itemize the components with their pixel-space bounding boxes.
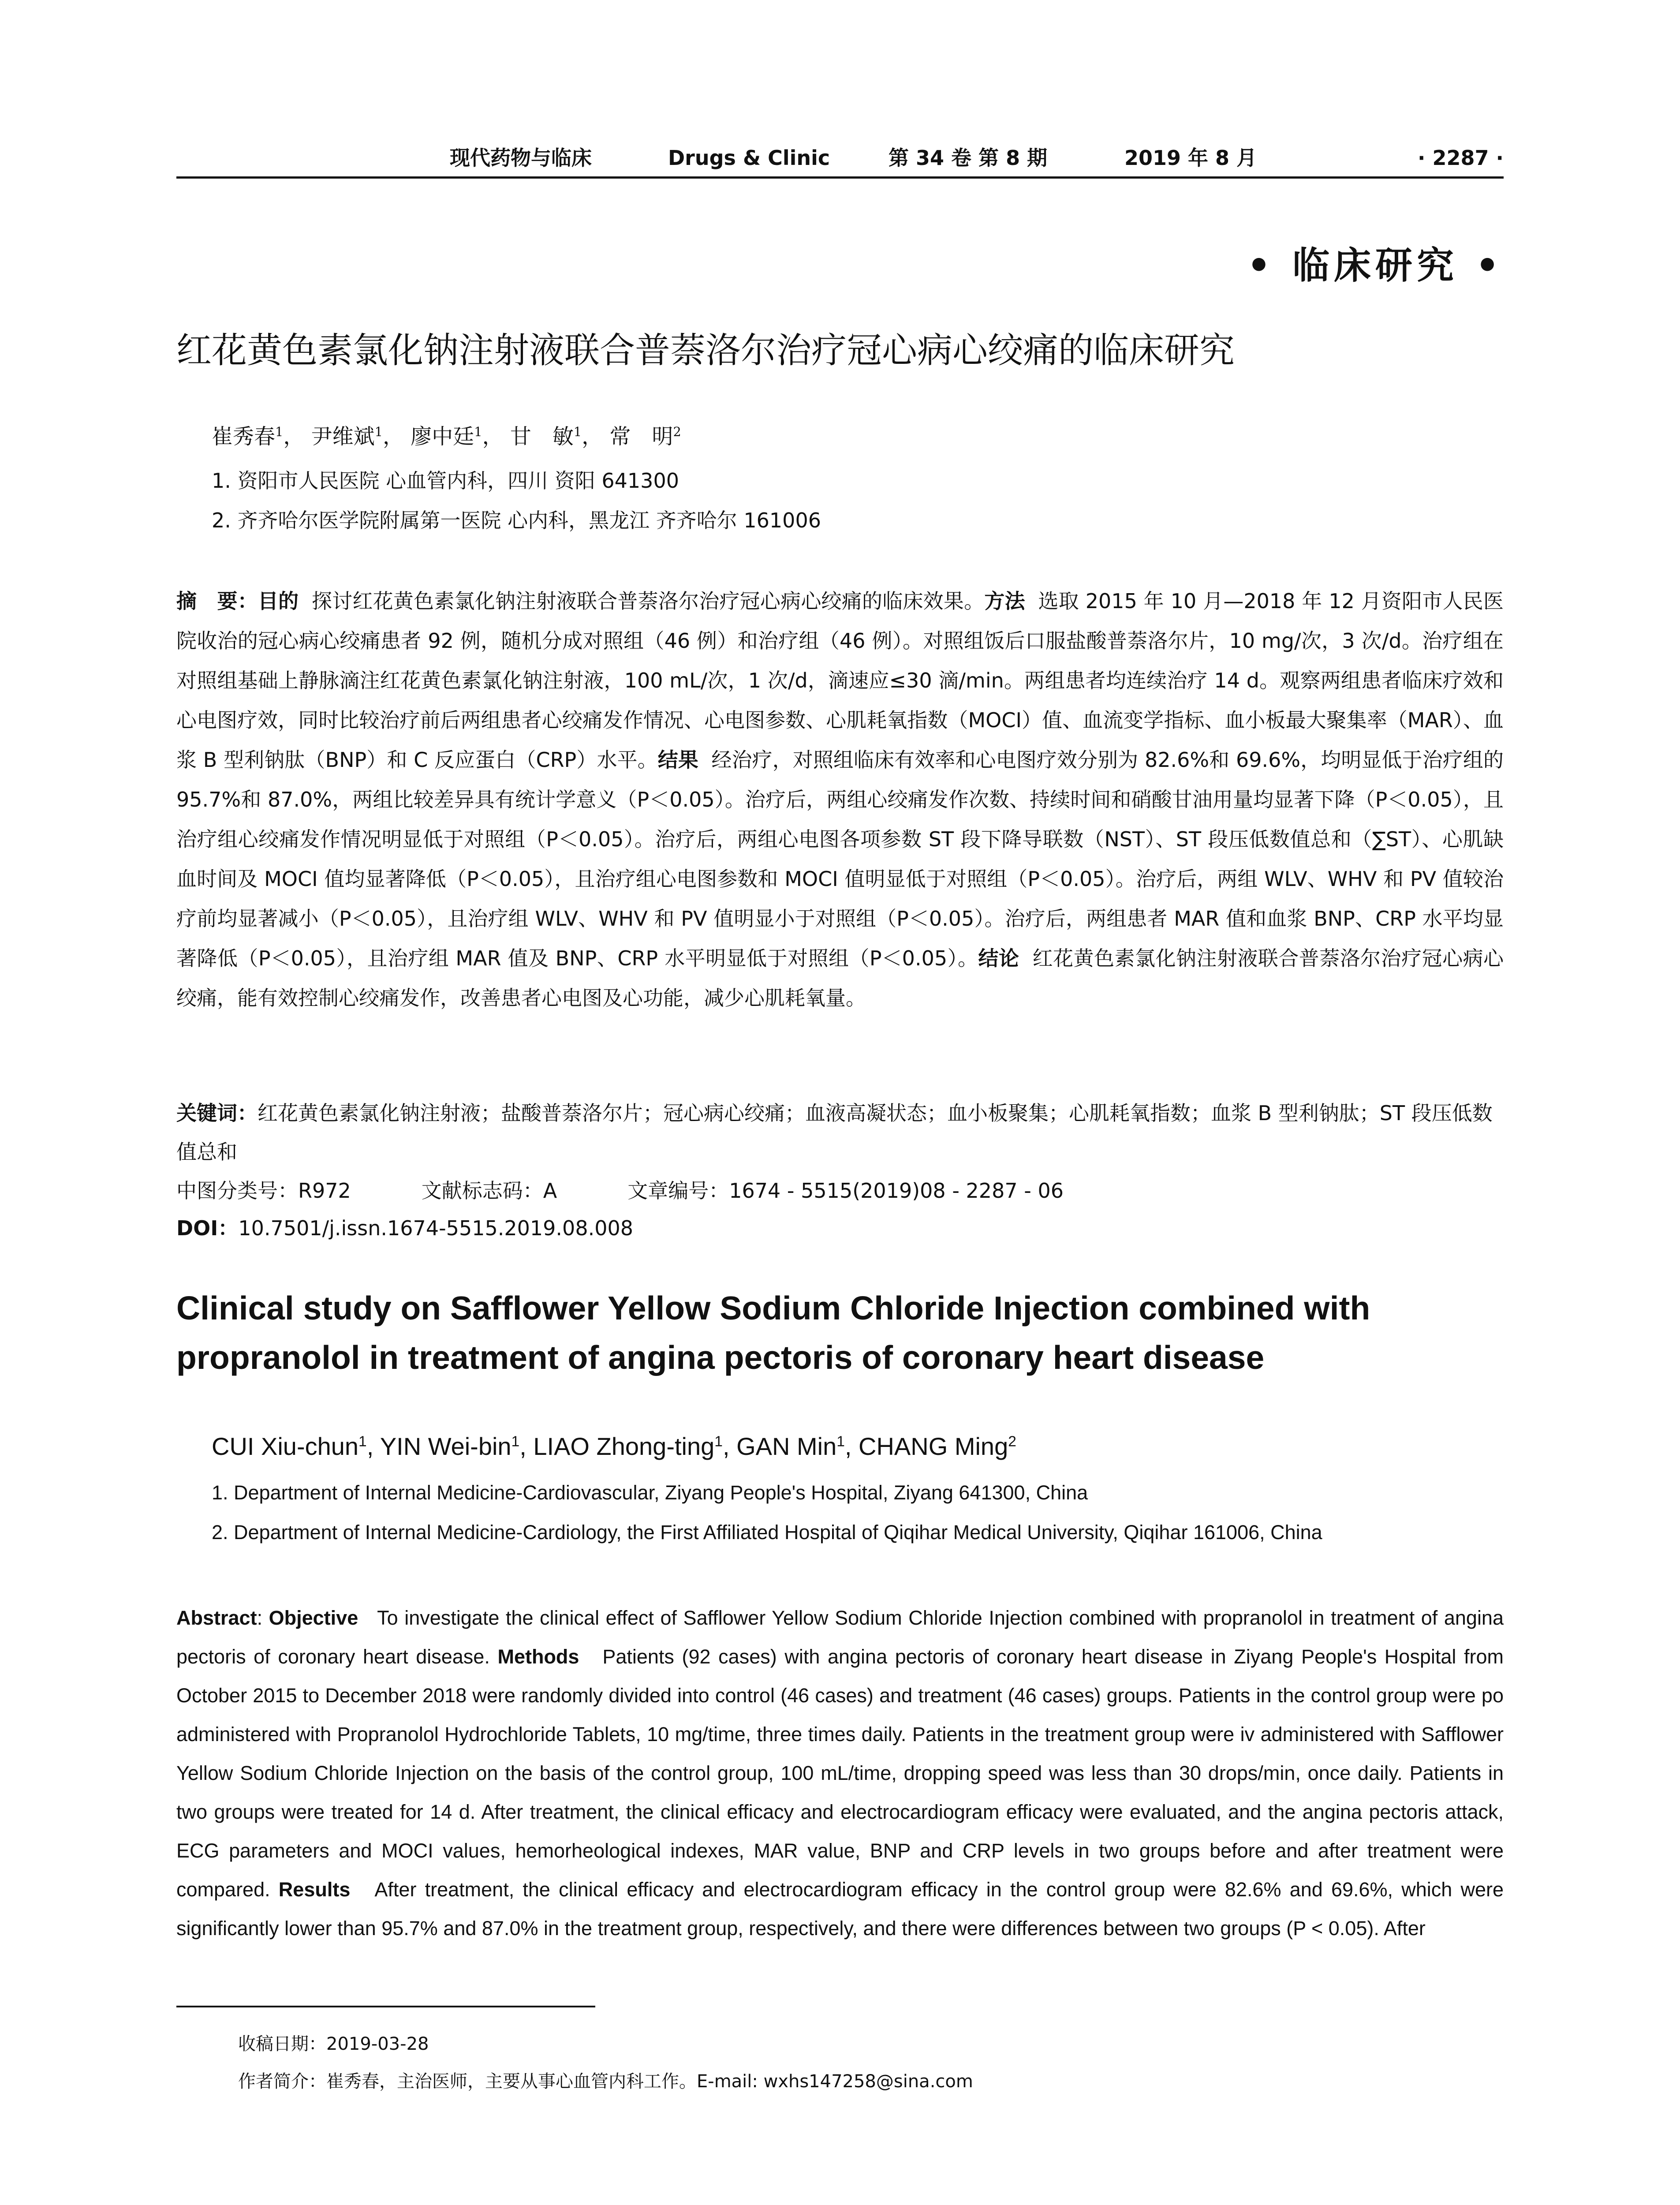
issue-date: 2019 年 8 月	[1124, 146, 1257, 170]
conclusion-label: 结论	[978, 946, 1019, 970]
author-name: 廖中廷	[411, 424, 474, 449]
keywords-text: 红花黄色素氯化钠注射液；盐酸普萘洛尔片；冠心病心绞痛；血液高凝状态；血小板聚集；心肌耗氧指数；血浆 B 型利钠肽；ST 段压低数值总和	[176, 1101, 1493, 1164]
journal-name-cn: 现代药物与临床	[450, 146, 592, 170]
objective-text: To investigate the clinical effect of Safflower Yellow Sodium Chloride Injection combined with propranolol in treatment of angina pectoris of coronary heart disease.	[176, 1607, 1504, 1668]
conclusion-text: 红花黄色素氯化钠注射液联合普萘洛尔治疗冠心病心绞痛，能有效控制心绞痛发作，改善患者心电图及心功能，减少心肌耗氧量。	[176, 946, 1504, 1010]
abstract-label: 摘 要：	[176, 589, 258, 613]
author-affiliation-mark: 1	[714, 1433, 723, 1450]
running-header	[176, 140, 1504, 180]
affiliation-zh: 2. 齐齐哈尔医学院附属第一医院 心内科，黑龙江 齐齐哈尔 161006	[212, 508, 821, 532]
keywords-zh	[176, 1094, 1504, 1171]
title-en: Clinical study on Safflower Yellow Sodium Chloride Injection combined with propranolol in treatment of angina pectoris of coronary heart disease	[176, 1289, 1370, 1376]
author-name: CUI Xiu-chun	[212, 1432, 359, 1460]
footnote-text: 2019-03-28	[326, 2034, 429, 2054]
author-name: 尹维斌	[311, 424, 375, 449]
methods-text: Patients (92 cases) with angina pectoris of coronary heart disease in Ziyang People's Hospital from October 2015 to December 2018 were randomly divided into control (46 cases) and treatment (46 cases) groups. Patients in the control group were po administered with Propranolol Hydrochloride Tablets, 10 mg/time, three times daily. Patients in the treatment group were iv administered with Safflower Yellow Sodium Chloride Injection on the basis of the control group, 100 mL/time, dropping speed was less than 30 drops/min, once daily. Patients in two groups were treated for 14 d. After treatment, the clinical efficacy and electrocardiogram efficacy were evaluated, and the angina pectoris attack, ECG parameters and MOCI values, hemorheological indexes, MAR value, BNP and CRP levels in two groups before and after treatment were compared.	[176, 1645, 1504, 1901]
results-label: 结果	[657, 748, 698, 772]
keywords-label: 关键词：	[176, 1101, 258, 1125]
title-zh: 红花黄色素氯化钠注射液联合普萘洛尔治疗冠心病心绞痛的临床研究	[176, 330, 1235, 371]
doc-code-value: A	[543, 1179, 557, 1203]
abstract-en: Abstract: Objective To investigate the clinical effect of Safflower Yellow Sodium Chloride Injection combined with propranolol in treatment of angina pectoris of coronary heart disease. Methods Patients (92 cases) with angina pectoris of coronary heart disease in Ziyang People's Hospital from October 2015 to December 2018 were randomly divided into control (46 cases) and treatment (46 cases) groups. Patients in the control group were po administered with Propranolol Hydrochloride Tablets, 10 mg/time, three times daily. Patients in the treatment group were iv administered with Safflower Yellow Sodium Chloride Injection on the basis of the control group, 100 mL/time, dropping speed was less than 30 drops/min, once daily. Patients in two groups were treated for 14 d. After treatment, the clinical efficacy and electrocardiogram efficacy were evaluated, and the angina pectoris attack, ECG parameters and MOCI values, hemorheological indexes, MAR value, BNP and CRP levels in two groups before and after treatment were compared. Results After treatment, the clinical efficacy and electrocardiogram efficacy in the control group were 82.6% and 69.6%, which were significantly lower than 95.7% and 87.0% in the treatment group, respectively, and there were differences between two groups (P < 0.05). After	[176, 1607, 1504, 1940]
author-affiliation-mark: 1	[374, 424, 383, 439]
results-text: 经治疗，对照组临床有效率和心电图疗效分别为 82.6%和 69.6%，均明显低于治疗组的 95.7%和 87.0%，两组比较差异具有统计学意义（P＜0.05）。治疗后，两组心绞痛发作次数、持续时间和硝酸甘油用量均显著下降（P＜0.05），且治疗组心绞痛发作情况明显低于对照组（P＜0.05）。治疗后，两组心电图各项参数 ST 段下降导联数（NST）、ST 段压低数值总和（∑ST）、心肌缺血时间及 MOCI 值均显著降低（P＜0.05），且治疗组心电图参数和 MOCI 值明显低于对照组（P＜0.05）。治疗后，两组 WLV、WHV 和 PV 值较治疗前均显著减小（P＜0.05），且治疗组 WLV、WHV 和 PV 值明显小于对照组（P＜0.05）。治疗后，两组患者 MAR 值和血浆 BNP、CRP 水平均显著降低（P＜0.05），且治疗组 MAR 值及 BNP、CRP 水平明显低于对照组（P＜0.05）。	[176, 748, 1504, 970]
affiliation-en: 1. Department of Internal Medicine-Cardiovascular, Ziyang People's Hospital, Ziyang 641300, China	[212, 1481, 1088, 1504]
doi-line	[176, 1211, 633, 1246]
author-name: LIAO Zhong-ting	[533, 1432, 715, 1460]
author-affiliation-mark: 1	[511, 1433, 520, 1450]
author-name: YIN Wei-bin	[380, 1432, 511, 1460]
author-bio-footnote	[238, 2066, 973, 2097]
affiliation-en: 2. Department of Internal Medicine-Cardiology, the First Affiliated Hospital of Qiqihar Medical University, Qiqihar 161006, China	[212, 1521, 1322, 1544]
author-name: 甘 敏	[510, 424, 574, 449]
affiliation-zh: 1. 资阳市人民医院 心血管内科，四川 资阳 641300	[212, 469, 679, 493]
volume-issue: 第 34 卷 第 8 期	[889, 146, 1048, 170]
clc-label: 中图分类号：	[176, 1179, 298, 1203]
abstract-label: Abstract	[176, 1607, 257, 1629]
methods-label: 方法	[984, 589, 1025, 613]
authors-en: CUI Xiu-chun$^1$, YIN Wei-bin$^1$, LIAO Zhong-ting$^1$, GAN Min$^1$, CHANG Ming$^2$	[212, 1432, 1016, 1460]
objective-label: 目的	[258, 589, 299, 613]
footnote-label: 收稿日期：	[238, 2034, 326, 2054]
journal-name-en: Drugs & Clinic	[668, 146, 830, 170]
author-affiliation-mark: 1	[358, 1433, 367, 1450]
column-label: • 临床研究 •	[1247, 243, 1504, 287]
objective-label: Objective	[269, 1607, 358, 1629]
doi-value: 10.7501/j.issn.1674-5515.2019.08.008	[238, 1216, 634, 1240]
author-affiliation-mark: 2	[1008, 1433, 1016, 1450]
author-name: 崔秀春	[212, 424, 276, 449]
footnote-text: 崔秀春，主治医师，主要从事心血管内科工作。E-mail: wxhs147258@sina.com	[326, 2071, 973, 2092]
doc-code-label: 文献标志码：	[421, 1179, 543, 1203]
author-affiliation-mark: 1	[836, 1433, 845, 1450]
methods-text: 选取 2015 年 10 月—2018 年 12 月资阳市人民医院收治的冠心病心绞痛患者 92 例，随机分成对照组（46 例）和治疗组（46 例）。对照组饭后口服盐酸普萘洛尔片，10 mg/次，3 次/d。治疗组在对照组基础上静脉滴注红花黄色素氯化钠注射液，100 mL/次，1 次/d，滴速应≤30 滴/min。两组患者均连续治疗 14 d。观察两组患者临床疗效和心电图疗效，同时比较治疗前后两组患者心绞痛发作情况、心电图参数、心肌耗氧指数（MOCI）值、血流变学指标、血小板最大聚集率（MAR）、血浆 B 型利钠肽（BNP）和 C 反应蛋白（CRP）水平。	[176, 589, 1504, 772]
author-affiliation-mark: 1	[474, 424, 482, 439]
abstract-zh	[176, 581, 1504, 1018]
article-no-value: 1674 - 5515(2019)08 - 2287 - 06	[729, 1179, 1064, 1203]
results-text: After treatment, the clinical efficacy and electrocardiogram efficacy in the control group were 82.6% and 69.6%, which were significantly lower than 95.7% and 87.0% in the treatment group, respectively, and there were differences between two groups (P < 0.05). After	[176, 1878, 1504, 1940]
footnote-label: 作者简介：	[238, 2071, 326, 2092]
authors-zh: 崔秀春$^1$， 尹维斌$^1$， 廖中廷$^1$， 甘 敏$^1$， 常 明$^2$	[212, 424, 681, 449]
page-number: · 2287 ·	[1417, 146, 1504, 170]
clc-value: R972	[298, 1179, 351, 1203]
objective-text: 探讨红花黄色素氯化钠注射液联合普萘洛尔治疗冠心病心绞痛的临床效果。	[312, 589, 985, 613]
received-date-footnote	[238, 2029, 429, 2059]
author-name: 常 明	[609, 424, 673, 449]
author-affiliation-mark: 1	[275, 424, 284, 439]
classification-line	[176, 1173, 1064, 1208]
article-no-label: 文章编号：	[627, 1179, 729, 1203]
doi-label: DOI：	[176, 1216, 239, 1240]
footnote-rule	[176, 2006, 595, 2007]
author-name: CHANG Ming	[859, 1432, 1008, 1460]
results-label: Results	[278, 1878, 351, 1901]
header-rule	[176, 176, 1504, 179]
author-name: GAN Min	[736, 1432, 837, 1460]
author-affiliation-mark: 1	[573, 424, 582, 439]
author-affiliation-mark: 2	[673, 424, 681, 439]
methods-label: Methods	[497, 1645, 579, 1668]
